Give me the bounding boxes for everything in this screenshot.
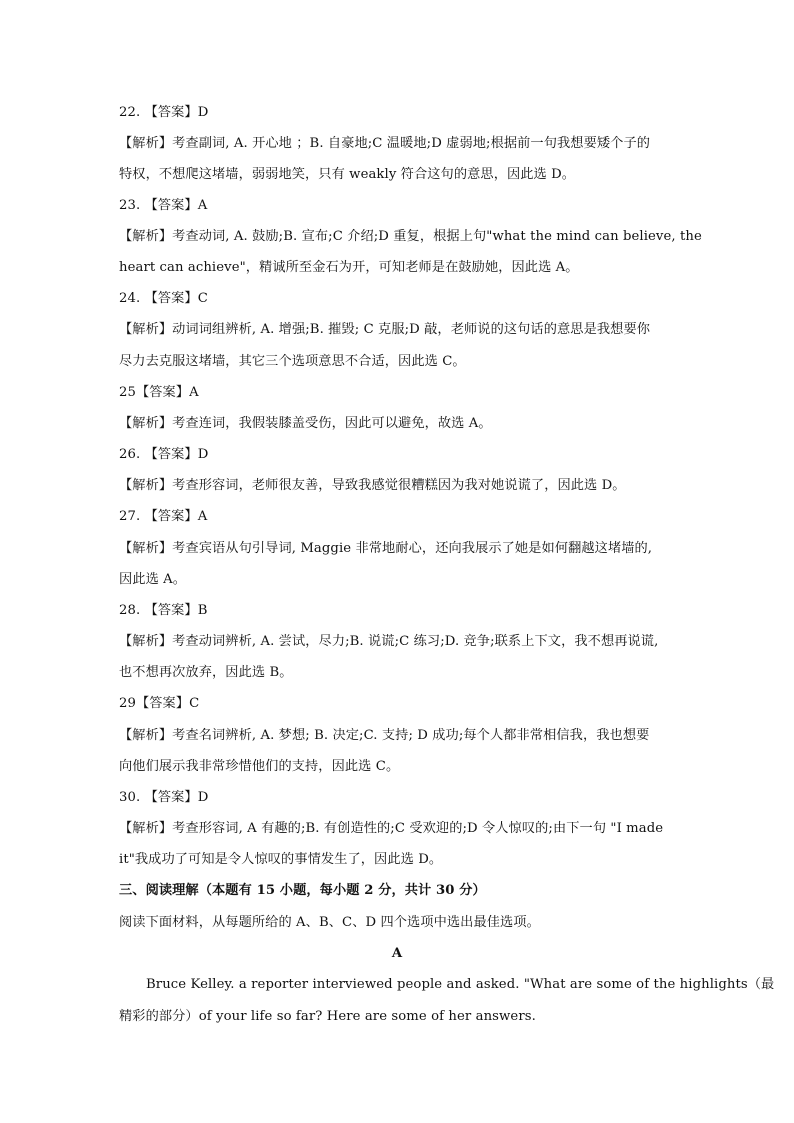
explanation-25: 【解析】考查连词，我假装膝盖受伤，因此可以避免，故选 A。 — [119, 416, 492, 431]
explanation-27-line1: 【解析】考查宾语从句引导词, Maggie 非常地耐心，还向我展示了她是如何翻越这堵墙的, — [119, 541, 653, 556]
instruction-text: 阅读下面材料，从每题所给的 A、B、C、D 四个选项中选出最佳选项。 — [119, 915, 540, 930]
section-heading: 三、阅读理解（本题有 15 小题，每小题 2 分，共计 30 分） — [119, 883, 486, 898]
explanation-22-line2: 特权，不想爬这堵墙，弱弱地笑，只有 weakly 符合这句的意思，因此选 D。 — [119, 167, 576, 182]
explanation-28-line2: 也不想再次放弃，因此选 B。 — [119, 665, 293, 680]
explanation-30-line1: 【解析】考查形容词, A 有趣的;B. 有创造性的;C 受欢迎的;D 令人惊叹的;由下一句 "I made — [119, 821, 664, 836]
explanation-23-line2: heart can achieve"，精诚所至金石为开，可知老师是在鼓励她，因此选 A。 — [119, 260, 579, 275]
explanation-29-line2: 向他们展示我非常珍惜他们的支持，因此选 C。 — [119, 759, 400, 774]
answer-30: 30. 【答案】D — [119, 790, 209, 805]
answer-28: 28. 【答案】B — [119, 603, 208, 618]
explanation-26: 【解析】考查形容词，老师很友善，导致我感觉很糟糕因为我对她说谎了，因此选 D。 — [119, 478, 626, 493]
explanation-23-line1: 【解析】考查动词, A. 鼓励;B. 宣布;C 介绍;D 重复，根据上句"what the mind can believe, the — [119, 229, 702, 244]
passage-label: A — [391, 946, 403, 961]
explanation-24-line2: 尽力去克服这堵墙，其它三个选项意思不合适，因此选 C。 — [119, 354, 466, 369]
answer-25: 25【答案】A — [119, 385, 199, 400]
answer-29: 29【答案】C — [119, 696, 200, 711]
answer-23: 23. 【答案】A — [119, 198, 208, 213]
answer-26: 26. 【答案】D — [119, 447, 209, 462]
passage-line1: Bruce Kelley. a reporter interviewed people and asked. "What are some of the highlights（最 — [146, 977, 775, 992]
answer-22: 22. 【答案】D — [119, 105, 209, 120]
passage-line2: 精彩的部分）of your life so far? Here are some of her answers. — [119, 1009, 536, 1024]
explanation-27-line2: 因此选 A。 — [119, 572, 187, 587]
explanation-29-line1: 【解析】考查名词辨析, A. 梦想; B. 决定;C. 支持; D 成功;每个人都非常相信我，我也想要 — [119, 728, 650, 743]
answer-24: 24. 【答案】C — [119, 291, 208, 306]
explanation-30-line2: it"我成功了可知是令人惊叹的事情发生了，因此选 D。 — [119, 852, 443, 867]
answer-27: 27. 【答案】A — [119, 509, 208, 524]
explanation-24-line1: 【解析】动词词组辨析, A. 增强;B. 摧毁; C 克服;D 敲，老师说的这句话的意思是我想要你 — [119, 322, 651, 337]
explanation-22-line1: 【解析】考查副词, A. 开心地 ；B. 自豪地;C 温暖地;D 虚弱地;根据前一句我想要矮个子的 — [119, 136, 651, 151]
explanation-28-line1: 【解析】考查动词辨析, A. 尝试，尽力;B. 说谎;C 练习;D. 竞争;联系上下文，我不想再说谎, — [119, 634, 659, 649]
